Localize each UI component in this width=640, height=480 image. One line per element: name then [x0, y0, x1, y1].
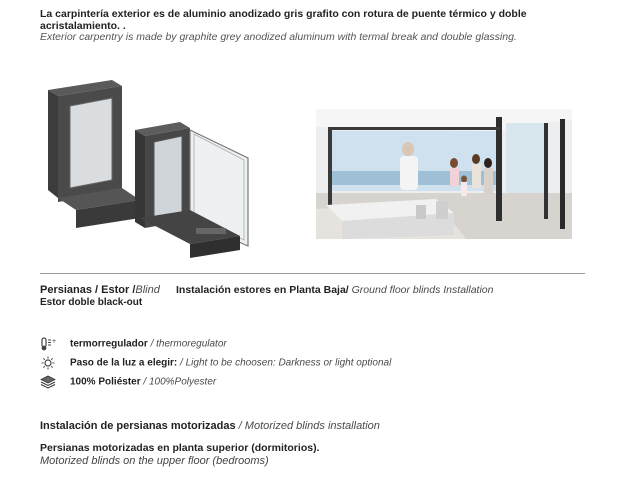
upper-floor-blinds-english: Motorized blinds on the upper floor (bedrooms) — [40, 455, 269, 467]
sun-icon — [40, 356, 56, 370]
blinds-install-english: Ground floor blinds Installation — [348, 284, 494, 296]
section-divider — [40, 273, 585, 274]
blinds-heading-row — [40, 284, 493, 296]
upper-floor-blinds-spanish: Persianas motorizadas en planta superior (dormitorios). — [40, 442, 320, 454]
feature-label-english: / Light to be choosen: Darkness or light optional — [177, 357, 392, 369]
motorized-heading — [40, 420, 380, 432]
fabric-layers-icon — [40, 375, 56, 389]
blinds-subtitle: Estor doble black-out — [40, 297, 143, 308]
interior-render-image — [316, 109, 572, 239]
blinds-install-spanish: Instalación estores en Planta Baja/ — [175, 284, 349, 296]
thermometer-icon — [40, 337, 56, 351]
feature-thermoregulator — [40, 337, 227, 351]
intro-text-english: Exterior carpentry is made by graphite grey anodized aluminum with termal break and double glassing. — [40, 31, 517, 43]
blinds-label-spanish: Persianas / Estor / — [40, 284, 136, 296]
feature-label-spanish: Paso de la luz a elegir: — [70, 357, 178, 369]
motorized-title-spanish: Instalación de persianas motorizadas — [40, 420, 236, 432]
feature-light-passage — [40, 356, 391, 370]
svg-text:+: + — [51, 338, 57, 345]
intro-text-spanish: La carpintería exterior es de aluminio anodizado gris grafito con rotura de puente térmico y doble acristalamiento. . — [40, 8, 527, 32]
feature-polyester — [40, 375, 216, 389]
blinds-label-english: Blind — [135, 284, 160, 296]
motorized-title-english: / Motorized blinds installation — [235, 420, 380, 432]
feature-label-spanish: 100% Poliéster — [70, 376, 141, 388]
feature-label-english: / 100%Polyester — [140, 376, 217, 388]
feature-label-spanish: termorregulador — [70, 338, 148, 350]
aluminum-profile-illustration — [40, 78, 290, 260]
feature-label-english: / thermoregulator — [147, 338, 227, 350]
